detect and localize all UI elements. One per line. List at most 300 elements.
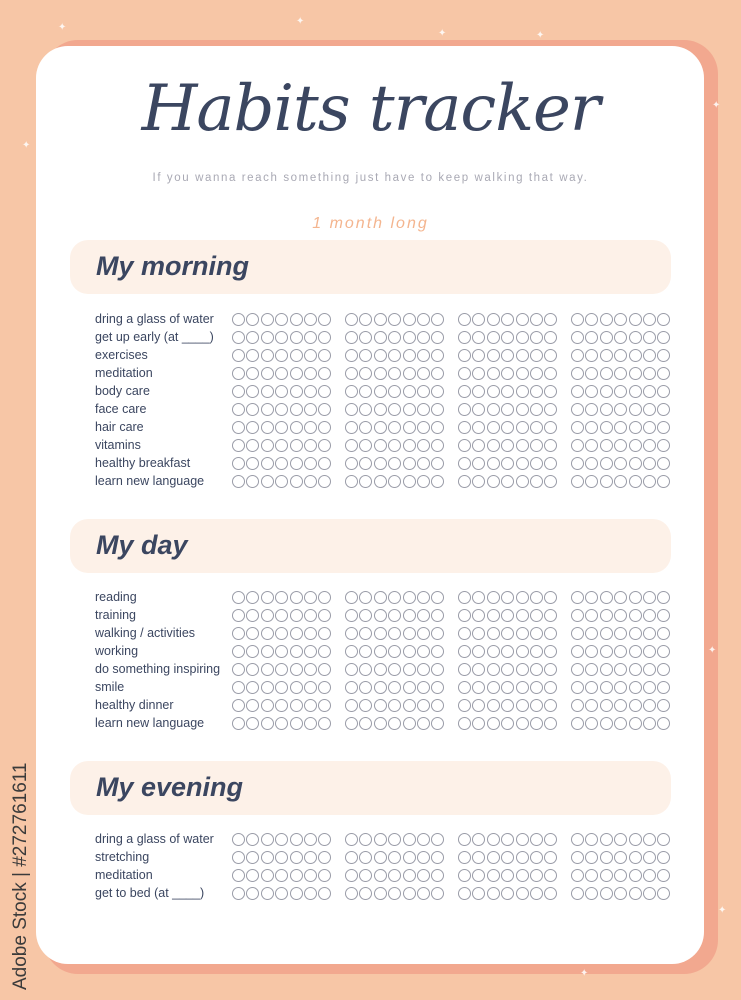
day-checkbox[interactable]	[246, 475, 259, 488]
day-checkbox[interactable]	[530, 645, 543, 658]
day-checkbox[interactable]	[657, 331, 670, 344]
day-checkbox[interactable]	[585, 331, 598, 344]
day-checkbox[interactable]	[487, 591, 500, 604]
day-checkbox[interactable]	[501, 627, 514, 640]
day-checkbox[interactable]	[275, 663, 288, 676]
day-checkbox[interactable]	[388, 681, 401, 694]
day-checkbox[interactable]	[643, 457, 656, 470]
day-checkbox[interactable]	[501, 591, 514, 604]
day-checkbox[interactable]	[643, 475, 656, 488]
day-checkbox[interactable]	[403, 663, 416, 676]
day-checkbox[interactable]	[657, 367, 670, 380]
day-checkbox[interactable]	[614, 609, 627, 622]
day-checkbox[interactable]	[458, 717, 471, 730]
day-checkbox[interactable]	[487, 331, 500, 344]
day-checkbox[interactable]	[600, 869, 613, 882]
day-checkbox[interactable]	[571, 331, 584, 344]
day-checkbox[interactable]	[261, 645, 274, 658]
day-checkbox[interactable]	[544, 699, 557, 712]
day-checkbox[interactable]	[388, 851, 401, 864]
day-checkbox[interactable]	[304, 699, 317, 712]
day-checkbox[interactable]	[275, 833, 288, 846]
day-checkbox[interactable]	[374, 331, 387, 344]
day-checkbox[interactable]	[643, 367, 656, 380]
day-checkbox[interactable]	[544, 717, 557, 730]
day-checkbox[interactable]	[374, 887, 387, 900]
day-checkbox[interactable]	[304, 609, 317, 622]
day-checkbox[interactable]	[431, 385, 444, 398]
day-checkbox[interactable]	[544, 833, 557, 846]
day-checkbox[interactable]	[643, 627, 656, 640]
day-checkbox[interactable]	[304, 403, 317, 416]
day-checkbox[interactable]	[345, 663, 358, 676]
day-checkbox[interactable]	[318, 475, 331, 488]
day-checkbox[interactable]	[232, 663, 245, 676]
day-checkbox[interactable]	[246, 421, 259, 434]
day-checkbox[interactable]	[501, 681, 514, 694]
day-checkbox[interactable]	[585, 475, 598, 488]
day-checkbox[interactable]	[290, 349, 303, 362]
day-checkbox[interactable]	[600, 421, 613, 434]
day-checkbox[interactable]	[275, 869, 288, 882]
day-checkbox[interactable]	[629, 851, 642, 864]
day-checkbox[interactable]	[657, 717, 670, 730]
day-checkbox[interactable]	[318, 681, 331, 694]
day-checkbox[interactable]	[318, 457, 331, 470]
day-checkbox[interactable]	[246, 851, 259, 864]
day-checkbox[interactable]	[487, 887, 500, 900]
day-checkbox[interactable]	[417, 851, 430, 864]
day-checkbox[interactable]	[585, 869, 598, 882]
day-checkbox[interactable]	[629, 681, 642, 694]
day-checkbox[interactable]	[487, 349, 500, 362]
day-checkbox[interactable]	[275, 851, 288, 864]
day-checkbox[interactable]	[571, 869, 584, 882]
day-checkbox[interactable]	[374, 403, 387, 416]
day-checkbox[interactable]	[657, 869, 670, 882]
day-checkbox[interactable]	[359, 663, 372, 676]
day-checkbox[interactable]	[501, 851, 514, 864]
day-checkbox[interactable]	[232, 833, 245, 846]
day-checkbox[interactable]	[431, 457, 444, 470]
day-checkbox[interactable]	[643, 591, 656, 604]
day-checkbox[interactable]	[417, 627, 430, 640]
day-checkbox[interactable]	[472, 475, 485, 488]
day-checkbox[interactable]	[304, 645, 317, 658]
day-checkbox[interactable]	[614, 869, 627, 882]
day-checkbox[interactable]	[614, 627, 627, 640]
day-checkbox[interactable]	[487, 385, 500, 398]
day-checkbox[interactable]	[417, 331, 430, 344]
day-checkbox[interactable]	[304, 627, 317, 640]
day-checkbox[interactable]	[472, 349, 485, 362]
day-checkbox[interactable]	[600, 717, 613, 730]
day-checkbox[interactable]	[657, 457, 670, 470]
day-checkbox[interactable]	[246, 367, 259, 380]
day-checkbox[interactable]	[643, 851, 656, 864]
day-checkbox[interactable]	[458, 313, 471, 326]
day-checkbox[interactable]	[657, 663, 670, 676]
day-checkbox[interactable]	[290, 475, 303, 488]
day-checkbox[interactable]	[246, 313, 259, 326]
day-checkbox[interactable]	[614, 313, 627, 326]
day-checkbox[interactable]	[246, 349, 259, 362]
day-checkbox[interactable]	[472, 367, 485, 380]
day-checkbox[interactable]	[232, 851, 245, 864]
day-checkbox[interactable]	[657, 645, 670, 658]
day-checkbox[interactable]	[657, 627, 670, 640]
day-checkbox[interactable]	[359, 833, 372, 846]
day-checkbox[interactable]	[600, 457, 613, 470]
day-checkbox[interactable]	[472, 457, 485, 470]
day-checkbox[interactable]	[374, 457, 387, 470]
day-checkbox[interactable]	[600, 475, 613, 488]
day-checkbox[interactable]	[403, 349, 416, 362]
day-checkbox[interactable]	[246, 591, 259, 604]
day-checkbox[interactable]	[359, 457, 372, 470]
day-checkbox[interactable]	[657, 403, 670, 416]
day-checkbox[interactable]	[458, 869, 471, 882]
day-checkbox[interactable]	[472, 609, 485, 622]
day-checkbox[interactable]	[388, 627, 401, 640]
day-checkbox[interactable]	[304, 475, 317, 488]
day-checkbox[interactable]	[614, 699, 627, 712]
day-checkbox[interactable]	[487, 627, 500, 640]
day-checkbox[interactable]	[571, 663, 584, 676]
day-checkbox[interactable]	[487, 717, 500, 730]
day-checkbox[interactable]	[232, 367, 245, 380]
day-checkbox[interactable]	[431, 403, 444, 416]
day-checkbox[interactable]	[544, 367, 557, 380]
day-checkbox[interactable]	[318, 403, 331, 416]
day-checkbox[interactable]	[487, 439, 500, 452]
day-checkbox[interactable]	[629, 609, 642, 622]
day-checkbox[interactable]	[232, 475, 245, 488]
day-checkbox[interactable]	[530, 681, 543, 694]
day-checkbox[interactable]	[290, 887, 303, 900]
day-checkbox[interactable]	[417, 385, 430, 398]
day-checkbox[interactable]	[585, 403, 598, 416]
day-checkbox[interactable]	[345, 331, 358, 344]
day-checkbox[interactable]	[304, 717, 317, 730]
day-checkbox[interactable]	[232, 627, 245, 640]
day-checkbox[interactable]	[629, 699, 642, 712]
day-checkbox[interactable]	[643, 833, 656, 846]
day-checkbox[interactable]	[600, 403, 613, 416]
day-checkbox[interactable]	[275, 887, 288, 900]
day-checkbox[interactable]	[232, 439, 245, 452]
day-checkbox[interactable]	[657, 833, 670, 846]
day-checkbox[interactable]	[318, 367, 331, 380]
day-checkbox[interactable]	[345, 313, 358, 326]
day-checkbox[interactable]	[261, 591, 274, 604]
day-checkbox[interactable]	[431, 627, 444, 640]
day-checkbox[interactable]	[585, 349, 598, 362]
day-checkbox[interactable]	[403, 609, 416, 622]
day-checkbox[interactable]	[571, 851, 584, 864]
day-checkbox[interactable]	[629, 627, 642, 640]
day-checkbox[interactable]	[374, 833, 387, 846]
day-checkbox[interactable]	[614, 457, 627, 470]
day-checkbox[interactable]	[657, 609, 670, 622]
day-checkbox[interactable]	[246, 385, 259, 398]
day-checkbox[interactable]	[501, 609, 514, 622]
day-checkbox[interactable]	[261, 385, 274, 398]
day-checkbox[interactable]	[318, 331, 331, 344]
day-checkbox[interactable]	[530, 313, 543, 326]
day-checkbox[interactable]	[304, 421, 317, 434]
day-checkbox[interactable]	[516, 627, 529, 640]
day-checkbox[interactable]	[472, 403, 485, 416]
day-checkbox[interactable]	[417, 645, 430, 658]
day-checkbox[interactable]	[571, 681, 584, 694]
day-checkbox[interactable]	[275, 609, 288, 622]
day-checkbox[interactable]	[290, 313, 303, 326]
day-checkbox[interactable]	[571, 403, 584, 416]
day-checkbox[interactable]	[318, 699, 331, 712]
day-checkbox[interactable]	[359, 439, 372, 452]
day-checkbox[interactable]	[246, 457, 259, 470]
day-checkbox[interactable]	[246, 609, 259, 622]
day-checkbox[interactable]	[374, 475, 387, 488]
day-checkbox[interactable]	[530, 717, 543, 730]
day-checkbox[interactable]	[304, 591, 317, 604]
day-checkbox[interactable]	[275, 717, 288, 730]
day-checkbox[interactable]	[614, 681, 627, 694]
day-checkbox[interactable]	[261, 439, 274, 452]
day-checkbox[interactable]	[472, 663, 485, 676]
day-checkbox[interactable]	[374, 681, 387, 694]
day-checkbox[interactable]	[290, 385, 303, 398]
day-checkbox[interactable]	[403, 833, 416, 846]
day-checkbox[interactable]	[246, 663, 259, 676]
day-checkbox[interactable]	[345, 591, 358, 604]
day-checkbox[interactable]	[585, 421, 598, 434]
day-checkbox[interactable]	[232, 421, 245, 434]
day-checkbox[interactable]	[501, 421, 514, 434]
day-checkbox[interactable]	[345, 681, 358, 694]
day-checkbox[interactable]	[629, 869, 642, 882]
day-checkbox[interactable]	[501, 439, 514, 452]
day-checkbox[interactable]	[643, 699, 656, 712]
day-checkbox[interactable]	[290, 645, 303, 658]
day-checkbox[interactable]	[345, 887, 358, 900]
day-checkbox[interactable]	[388, 331, 401, 344]
day-checkbox[interactable]	[501, 833, 514, 846]
day-checkbox[interactable]	[600, 609, 613, 622]
day-checkbox[interactable]	[431, 421, 444, 434]
day-checkbox[interactable]	[403, 869, 416, 882]
day-checkbox[interactable]	[232, 331, 245, 344]
day-checkbox[interactable]	[290, 869, 303, 882]
day-checkbox[interactable]	[345, 699, 358, 712]
day-checkbox[interactable]	[388, 403, 401, 416]
day-checkbox[interactable]	[571, 887, 584, 900]
day-checkbox[interactable]	[614, 833, 627, 846]
day-checkbox[interactable]	[417, 681, 430, 694]
day-checkbox[interactable]	[571, 439, 584, 452]
day-checkbox[interactable]	[232, 313, 245, 326]
day-checkbox[interactable]	[544, 349, 557, 362]
day-checkbox[interactable]	[585, 439, 598, 452]
day-checkbox[interactable]	[304, 851, 317, 864]
day-checkbox[interactable]	[374, 439, 387, 452]
day-checkbox[interactable]	[246, 869, 259, 882]
day-checkbox[interactable]	[472, 591, 485, 604]
day-checkbox[interactable]	[585, 833, 598, 846]
day-checkbox[interactable]	[643, 645, 656, 658]
day-checkbox[interactable]	[275, 421, 288, 434]
day-checkbox[interactable]	[585, 717, 598, 730]
day-checkbox[interactable]	[388, 385, 401, 398]
day-checkbox[interactable]	[629, 421, 642, 434]
day-checkbox[interactable]	[403, 851, 416, 864]
day-checkbox[interactable]	[516, 403, 529, 416]
day-checkbox[interactable]	[261, 457, 274, 470]
day-checkbox[interactable]	[431, 439, 444, 452]
day-checkbox[interactable]	[359, 421, 372, 434]
day-checkbox[interactable]	[472, 717, 485, 730]
day-checkbox[interactable]	[458, 421, 471, 434]
day-checkbox[interactable]	[600, 349, 613, 362]
day-checkbox[interactable]	[571, 475, 584, 488]
day-checkbox[interactable]	[487, 663, 500, 676]
day-checkbox[interactable]	[275, 331, 288, 344]
day-checkbox[interactable]	[544, 403, 557, 416]
day-checkbox[interactable]	[431, 331, 444, 344]
day-checkbox[interactable]	[516, 313, 529, 326]
day-checkbox[interactable]	[275, 349, 288, 362]
day-checkbox[interactable]	[318, 851, 331, 864]
day-checkbox[interactable]	[657, 385, 670, 398]
day-checkbox[interactable]	[585, 851, 598, 864]
day-checkbox[interactable]	[232, 591, 245, 604]
day-checkbox[interactable]	[359, 851, 372, 864]
day-checkbox[interactable]	[571, 833, 584, 846]
day-checkbox[interactable]	[417, 609, 430, 622]
day-checkbox[interactable]	[530, 887, 543, 900]
day-checkbox[interactable]	[417, 833, 430, 846]
day-checkbox[interactable]	[585, 681, 598, 694]
day-checkbox[interactable]	[516, 457, 529, 470]
day-checkbox[interactable]	[600, 367, 613, 380]
day-checkbox[interactable]	[403, 717, 416, 730]
day-checkbox[interactable]	[374, 663, 387, 676]
day-checkbox[interactable]	[275, 591, 288, 604]
day-checkbox[interactable]	[261, 331, 274, 344]
day-checkbox[interactable]	[304, 367, 317, 380]
day-checkbox[interactable]	[388, 645, 401, 658]
day-checkbox[interactable]	[458, 609, 471, 622]
day-checkbox[interactable]	[501, 313, 514, 326]
day-checkbox[interactable]	[657, 681, 670, 694]
day-checkbox[interactable]	[417, 699, 430, 712]
day-checkbox[interactable]	[261, 681, 274, 694]
day-checkbox[interactable]	[629, 331, 642, 344]
day-checkbox[interactable]	[374, 609, 387, 622]
day-checkbox[interactable]	[571, 645, 584, 658]
day-checkbox[interactable]	[571, 717, 584, 730]
day-checkbox[interactable]	[643, 331, 656, 344]
day-checkbox[interactable]	[472, 851, 485, 864]
day-checkbox[interactable]	[530, 475, 543, 488]
day-checkbox[interactable]	[417, 349, 430, 362]
day-checkbox[interactable]	[275, 403, 288, 416]
day-checkbox[interactable]	[571, 609, 584, 622]
day-checkbox[interactable]	[629, 313, 642, 326]
day-checkbox[interactable]	[359, 403, 372, 416]
day-checkbox[interactable]	[345, 349, 358, 362]
day-checkbox[interactable]	[571, 457, 584, 470]
day-checkbox[interactable]	[614, 385, 627, 398]
day-checkbox[interactable]	[487, 681, 500, 694]
day-checkbox[interactable]	[643, 421, 656, 434]
day-checkbox[interactable]	[530, 663, 543, 676]
day-checkbox[interactable]	[516, 869, 529, 882]
day-checkbox[interactable]	[487, 851, 500, 864]
day-checkbox[interactable]	[261, 887, 274, 900]
day-checkbox[interactable]	[403, 475, 416, 488]
day-checkbox[interactable]	[614, 475, 627, 488]
day-checkbox[interactable]	[629, 439, 642, 452]
day-checkbox[interactable]	[318, 717, 331, 730]
day-checkbox[interactable]	[359, 331, 372, 344]
day-checkbox[interactable]	[290, 681, 303, 694]
day-checkbox[interactable]	[629, 887, 642, 900]
day-checkbox[interactable]	[600, 627, 613, 640]
day-checkbox[interactable]	[304, 331, 317, 344]
day-checkbox[interactable]	[431, 663, 444, 676]
day-checkbox[interactable]	[232, 385, 245, 398]
day-checkbox[interactable]	[431, 887, 444, 900]
day-checkbox[interactable]	[585, 591, 598, 604]
day-checkbox[interactable]	[544, 645, 557, 658]
day-checkbox[interactable]	[472, 833, 485, 846]
day-checkbox[interactable]	[472, 331, 485, 344]
day-checkbox[interactable]	[614, 887, 627, 900]
day-checkbox[interactable]	[345, 627, 358, 640]
day-checkbox[interactable]	[544, 331, 557, 344]
day-checkbox[interactable]	[417, 717, 430, 730]
day-checkbox[interactable]	[246, 331, 259, 344]
day-checkbox[interactable]	[318, 439, 331, 452]
day-checkbox[interactable]	[657, 851, 670, 864]
day-checkbox[interactable]	[487, 699, 500, 712]
day-checkbox[interactable]	[571, 385, 584, 398]
day-checkbox[interactable]	[290, 439, 303, 452]
day-checkbox[interactable]	[585, 609, 598, 622]
day-checkbox[interactable]	[246, 681, 259, 694]
day-checkbox[interactable]	[318, 385, 331, 398]
day-checkbox[interactable]	[544, 385, 557, 398]
day-checkbox[interactable]	[261, 833, 274, 846]
day-checkbox[interactable]	[261, 663, 274, 676]
day-checkbox[interactable]	[643, 869, 656, 882]
day-checkbox[interactable]	[516, 887, 529, 900]
day-checkbox[interactable]	[458, 833, 471, 846]
day-checkbox[interactable]	[600, 385, 613, 398]
day-checkbox[interactable]	[530, 699, 543, 712]
day-checkbox[interactable]	[261, 367, 274, 380]
day-checkbox[interactable]	[403, 439, 416, 452]
day-checkbox[interactable]	[458, 887, 471, 900]
day-checkbox[interactable]	[304, 869, 317, 882]
day-checkbox[interactable]	[501, 663, 514, 676]
day-checkbox[interactable]	[501, 887, 514, 900]
day-checkbox[interactable]	[345, 869, 358, 882]
day-checkbox[interactable]	[431, 833, 444, 846]
day-checkbox[interactable]	[585, 645, 598, 658]
